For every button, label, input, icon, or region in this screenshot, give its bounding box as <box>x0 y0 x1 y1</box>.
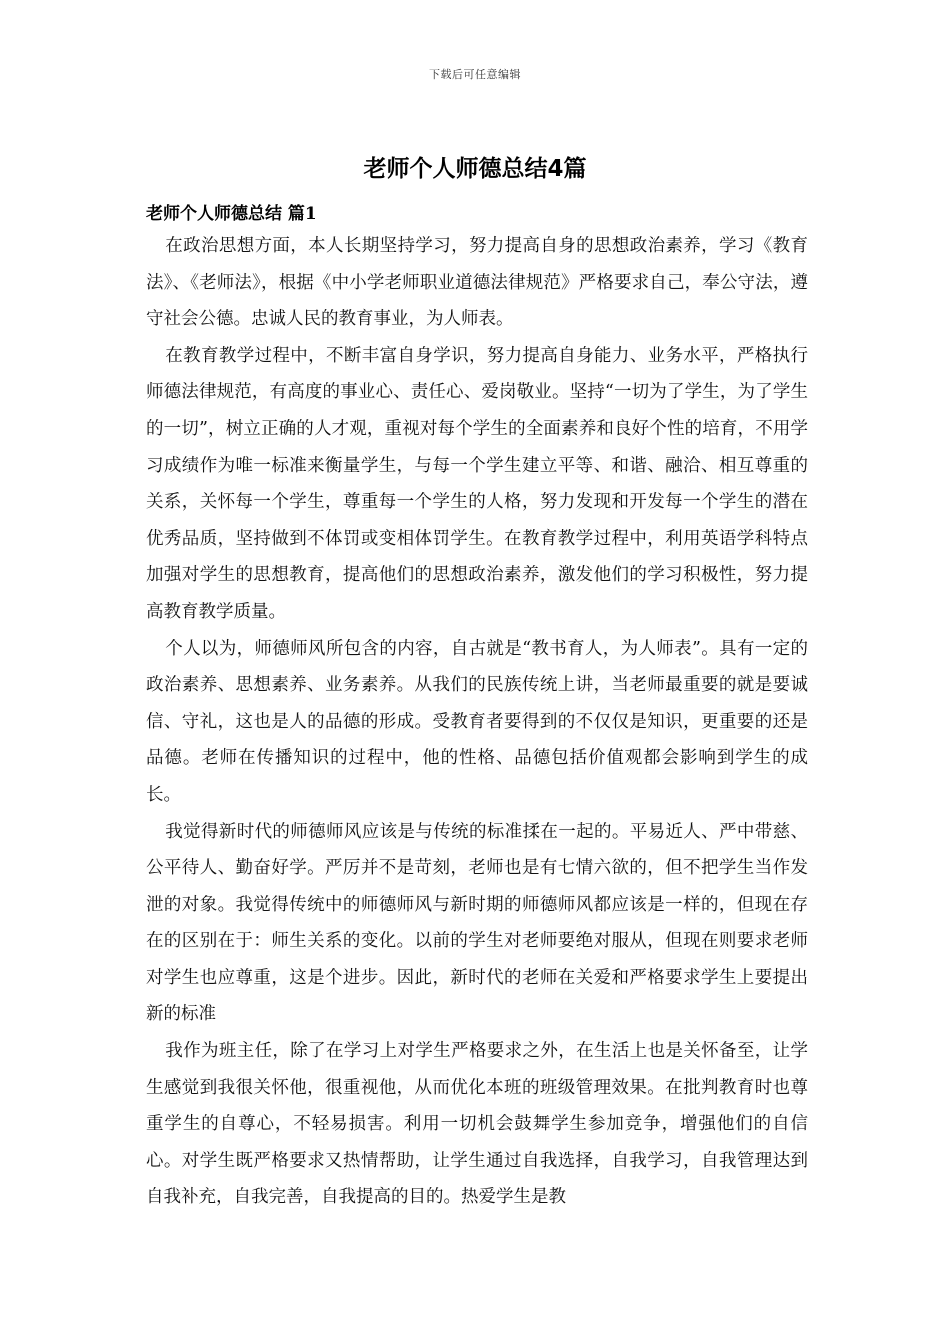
paragraph-3: 个人以为，师德师风所包含的内容，自古就是“教书育人，为人师表”。具有一定的政治素养、思想素养、业务素养。从我们的民族传统上讲，当老师最重要的就是要诚信、守礼，这也是人的品德的形成。受教育者要得到的不仅仅是知识，更重要的还是品德。老师在传播知识的过程中，他的性格、品德包括价值观都会影响到学生的成长。 <box>146 638 808 805</box>
paragraph-1: 在政治思想方面，本人长期坚持学习，努力提高自身的思想政治素养，学习《教育法》、《老师法》，根据《中小学老师职业道德法律规范》严格要求自己，奉公守法，遵守社会公德。忠诚人民的教育事业，为人师表。 <box>146 236 808 330</box>
document-title: 老师个人师德总结4篇 <box>363 156 587 182</box>
section-title: 老师个人师德总结 篇1 <box>146 204 317 224</box>
paragraph-2: 在教育教学过程中，不断丰富自身学识，努力提高自身能力、业务水平，严格执行师德法律规范，有高度的事业心、责任心、爱岗敬业。坚持“一切为了学生，为了学生的一切”，树立正确的人才观，重视对每个学生的全面素养和良好个性的培育，不用学习成绩作为唯一标准来衡量学生，与每一个学生建立平等、和谐、融洽、相互尊重的关系，关怀每一个学生，尊重每一个学生的人格，努力发现和开发每一个学生的潜在优秀品质，坚持做到不体罚或变相体罚学生。在教育教学过程中，利用英语学科特点加强对学生的思想教育，提高他们的思想政治素养，激发他们的学习积极性，努力提高教育教学质量。 <box>146 345 808 622</box>
header-note: 下载后可任意编辑 <box>429 68 521 81</box>
paragraph-5: 我作为班主任，除了在学习上对学生严格要求之外，在生活上也是关怀备至，让学生感觉到我很关怀他，很重视他，从而优化本班的班级管理效果。在批判教育时也尊重学生的自尊心，不轻易损害。利用一切机会鼓舞学生参加竞争，增强他们的自信心。对学生既严格要求又热情帮助，让学生通过自我选择，自我学习，自我管理达到自我补充，自我完善，自我提高的目的。热爱学生是教 <box>146 1041 808 1208</box>
paragraph-4: 我觉得新时代的师德师风应该是与传统的标准揉在一起的。平易近人、严中带慈、公平待人、勤奋好学。严厉并不是苛刻，老师也是有七情六欲的，但不把学生当作发泄的对象。我觉得传统中的师德师风与新时期的师德师风都应该是一样的，但现在存在的区别在于：师生关系的变化。以前的学生对老师要绝对服从，但现在则要求老师对学生也应尊重，这是个进步。因此，新时代的老师在关爱和严格要求学生上要提出新的标准 <box>146 821 808 1025</box>
document-body <box>146 228 808 1216</box>
